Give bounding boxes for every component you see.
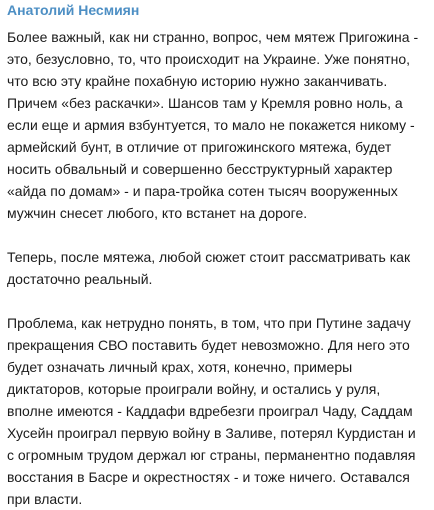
message-body	[7, 26, 426, 510]
message-paragraph-2: Теперь, после мятежа, любой сюжет стоит рассматривать как достаточно реальный.	[7, 249, 411, 287]
author-name[interactable]: Анатолий Несмиян	[7, 2, 140, 18]
message-paragraph-1: Более важный, как ни странно, вопрос, чем мятеж Пригожина - это, безусловно, то, что происходит на Украине. Уже понятно, что всю эту крайне похабную историю нужно заканчивать. Причем «без раскачки». Шансов там у Кремля ровно ноль, а если еще и армия взбунтуется, то мало не покажется никому - армейский бунт, в отличие от пригожинского мятежа, будет носить обвальный и совершенно бесструктурный характер «айда по домам» - и пара-тройка сотен тысяч вооруженных мужчин снесет любого, кто встанет на дороге.	[7, 29, 419, 221]
message-paragraph-3: Проблема, как нетрудно понять, в том, что при Путине задачу прекращения СВО поставить будет невозможно. Для него это будет означать личный крах, хотя, конечно, примеры диктаторов, которые проиграли войну, и остались у руля, вполне имеются - Каддафи вдребезги проиграл Чаду, Саддам Хусейн проиграл первую войну в Заливе, потерял Курдистан и с огромным трудом держал юг страны, перманентно подавляя восстания в Басре и окрестностях - и тоже ничего. Оставался при власти.	[7, 315, 416, 507]
